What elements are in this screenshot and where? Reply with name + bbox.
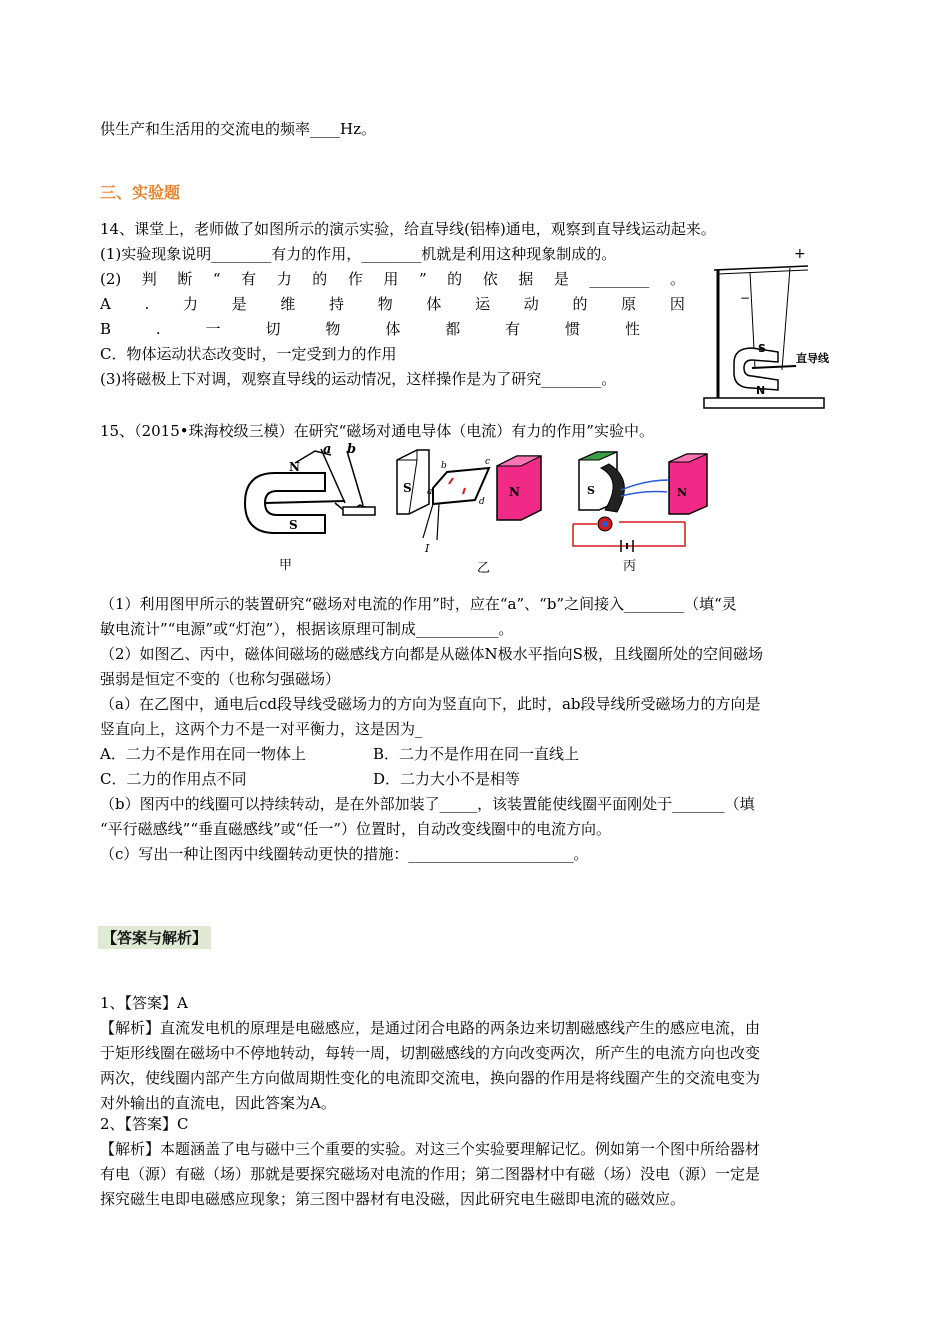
answers-heading: 【答案与解析】 xyxy=(98,926,211,949)
q14-a-char: . xyxy=(144,295,150,313)
figure-yi-caption: 乙 xyxy=(477,561,491,576)
figure-jia xyxy=(235,443,385,573)
q14-b-char: 有 xyxy=(505,320,521,338)
q14-b-char: 体 xyxy=(385,320,401,338)
section-title: 三、实验题 xyxy=(100,183,181,202)
q14-p2-char: 作 xyxy=(347,270,363,288)
q14-b-char: . xyxy=(155,320,161,338)
q14-b-char: 物 xyxy=(325,320,341,338)
explanation-1-line4: 对外输出的直流电，因此答案为A。 xyxy=(100,1094,336,1112)
yi-current-label: I xyxy=(425,542,430,555)
q14-option-c: C．物体运动状态改变时，一定受到力的作用 xyxy=(100,345,397,363)
q14-p2-char: 用 xyxy=(383,270,399,288)
q14-a-char: A xyxy=(100,295,111,313)
q15-stem: 15、（2015•珠海校级三模）在研究“磁场对通电导体（电流）有力的作用”实验中。 xyxy=(100,422,654,440)
q15-part-a-line1: （a）在乙图中，通电后cd段导线受磁场力的方向为竖直向下，此时，ab段导线所受磁场力的方向是 xyxy=(100,695,761,713)
q14-option-b xyxy=(100,318,640,340)
q14-a-char: 物 xyxy=(377,295,393,313)
s-pole-label: S xyxy=(758,342,766,355)
q14-a-char: 持 xyxy=(329,295,345,313)
q15-option-a: A．二力不是作用在同一物体上 xyxy=(100,745,306,763)
explanation-2-line3: 探究磁生电即电磁感应现象；第三图中器材有电没磁，因此研究电生磁即电流的磁效应。 xyxy=(100,1190,686,1208)
yi-n-label: N xyxy=(509,485,520,499)
explanation-1-line1: 【解析】直流发电机的原理是电磁感应，是通过闭合电路的两条边来切割磁感线产生的感应电流，由 xyxy=(100,1019,761,1037)
q15-part1-line2: 敏电流计”“电源”或“灯泡”），根据该原理可制成___________。 xyxy=(100,620,514,638)
q14-a-char: 维 xyxy=(280,295,296,313)
q15-part-c: （c）写出一种让图丙中线圈转动更快的措施：______________________。 xyxy=(100,845,589,863)
q15-option-b: B．二力不是作用在同一直线上 xyxy=(373,745,580,763)
jia-s-label: S xyxy=(289,518,298,532)
q14-b-char: 都 xyxy=(445,320,461,338)
q14-p2-char: 据 xyxy=(518,270,534,288)
figure-bing-caption: 丙 xyxy=(623,559,637,574)
q14-p2-char: ” xyxy=(418,270,427,288)
q14-a-char: 因 xyxy=(669,295,685,313)
figure-yi xyxy=(393,448,551,576)
figure-bing xyxy=(565,450,715,574)
minus-terminal-label: − xyxy=(740,291,751,305)
q15-option-c: C．二力的作用点不同 xyxy=(100,770,247,788)
q15-part2-line2: 强弱是恒定不变的（也称匀强磁场） xyxy=(100,670,341,688)
q14-p2-char: 依 xyxy=(482,270,498,288)
q14-a-char: 的 xyxy=(572,295,588,313)
q14-part3: (3)将磁极上下对调，观察直导线的运动情况，这样操作是为了研究________。 xyxy=(100,370,617,388)
fill-blank-frequency-line: 供生产和生活用的交流电的频率____Hz。 xyxy=(100,120,376,138)
q14-p2-char: (2) xyxy=(100,270,122,288)
jia-a-label: a xyxy=(323,443,332,457)
figure-jia-caption: 甲 xyxy=(279,558,293,573)
q15-option-d: D．二力大小不是相等 xyxy=(373,770,521,788)
bing-n-label: N xyxy=(677,486,688,499)
yi-d-label: d xyxy=(479,497,485,507)
q14-p2-char: 断 xyxy=(177,270,193,288)
q14-a-char: 动 xyxy=(523,295,539,313)
n-pole-label: N xyxy=(756,384,766,397)
q15-part-a-line2: 竖直向上，这两个力不是一对平衡力，这是因为_ xyxy=(100,720,423,738)
q14-b-char: 惯 xyxy=(565,320,581,338)
q14-p2-char: ________ xyxy=(589,270,650,288)
answer-2: 2、【答案】C xyxy=(100,1115,189,1133)
q14-apparatus-figure xyxy=(700,248,850,414)
q14-b-char: 切 xyxy=(265,320,281,338)
q14-b-char: 性 xyxy=(624,320,640,338)
q14-p2-char: 。 xyxy=(669,270,685,288)
plus-terminal-label: + xyxy=(794,248,806,262)
q14-option-a xyxy=(100,293,685,315)
q14-b-char: 一 xyxy=(205,320,221,338)
jia-n-label: N xyxy=(289,460,300,474)
yi-b-label: b xyxy=(441,461,447,471)
q14-p2-char: 力 xyxy=(276,270,292,288)
q14-p2-char: 有 xyxy=(241,270,257,288)
q15-part-b-line2: “平行磁感线”“垂直磁感线”或“任一”）位置时，自动改变线圈中的电流方向。 xyxy=(100,820,612,838)
q14-b-char: B xyxy=(100,320,112,338)
explanation-1-line2: 于矩形线圈在磁场中不停地转动，每转一周，切割磁感线的方向改变两次，所产生的电流方向也改变 xyxy=(100,1044,761,1062)
q14-a-char: 原 xyxy=(621,295,637,313)
q14-stem: 14、课堂上，老师做了如图所示的演示实验，给直导线(铝棒)通电，观察到直导线运动起来。 xyxy=(100,220,716,238)
q14-a-char: 是 xyxy=(231,295,247,313)
straight-wire-label: 直导线 xyxy=(796,352,829,365)
q15-part-b-line1: （b）图丙中的线圈可以持续转动，是在外部加装了_____，该装置能使线圈平面刚处于_______（填 xyxy=(100,795,755,813)
q15-part1-line1: （1）利用图甲所示的装置研究“磁场对电流的作用”时，应在“a”、“b”之间接入________（填“灵 xyxy=(100,595,737,613)
q14-p2-char: 是 xyxy=(553,270,569,288)
q15-part2-line1: （2）如图乙、丙中，磁体间磁场的磁感线方向都是从磁体N极水平指向S极，且线圈所处的空间磁场 xyxy=(100,645,763,663)
bing-s-label: S xyxy=(587,484,595,497)
q14-part1: (1)实验现象说明________有力的作用，________机就是利用这种现象制成的。 xyxy=(100,245,617,263)
explanation-2-line2: 有电（源）有磁（场）那就是要探究磁场对电流的作用；第二图器材中有磁（场）没电（源）一定是 xyxy=(100,1165,761,1183)
q14-a-char: 体 xyxy=(426,295,442,313)
yi-a-label: a xyxy=(427,487,433,497)
q14-p2-char: 的 xyxy=(312,270,328,288)
explanation-2-line1: 【解析】本题涵盖了电与磁中三个重要的实验。对这三个实验要理解记忆。例如第一个图中所给器材 xyxy=(100,1140,761,1158)
q14-part2 xyxy=(100,268,685,290)
answer-1: 1、【答案】A xyxy=(100,994,188,1012)
q14-p2-char: 的 xyxy=(447,270,463,288)
yi-c-label: c xyxy=(485,457,491,467)
q14-p2-char: “ xyxy=(212,270,221,288)
q14-a-char: 运 xyxy=(475,295,491,313)
q14-a-char: 力 xyxy=(182,295,198,313)
jia-b-label: b xyxy=(347,443,357,457)
yi-s-label: S xyxy=(403,481,412,495)
q14-p2-char: 判 xyxy=(141,270,157,288)
explanation-1-line3: 两次，使线圈内部产生方向做周期性变化的电流即交流电，换向器的作用是将线圈产生的交流电变为 xyxy=(100,1069,761,1087)
